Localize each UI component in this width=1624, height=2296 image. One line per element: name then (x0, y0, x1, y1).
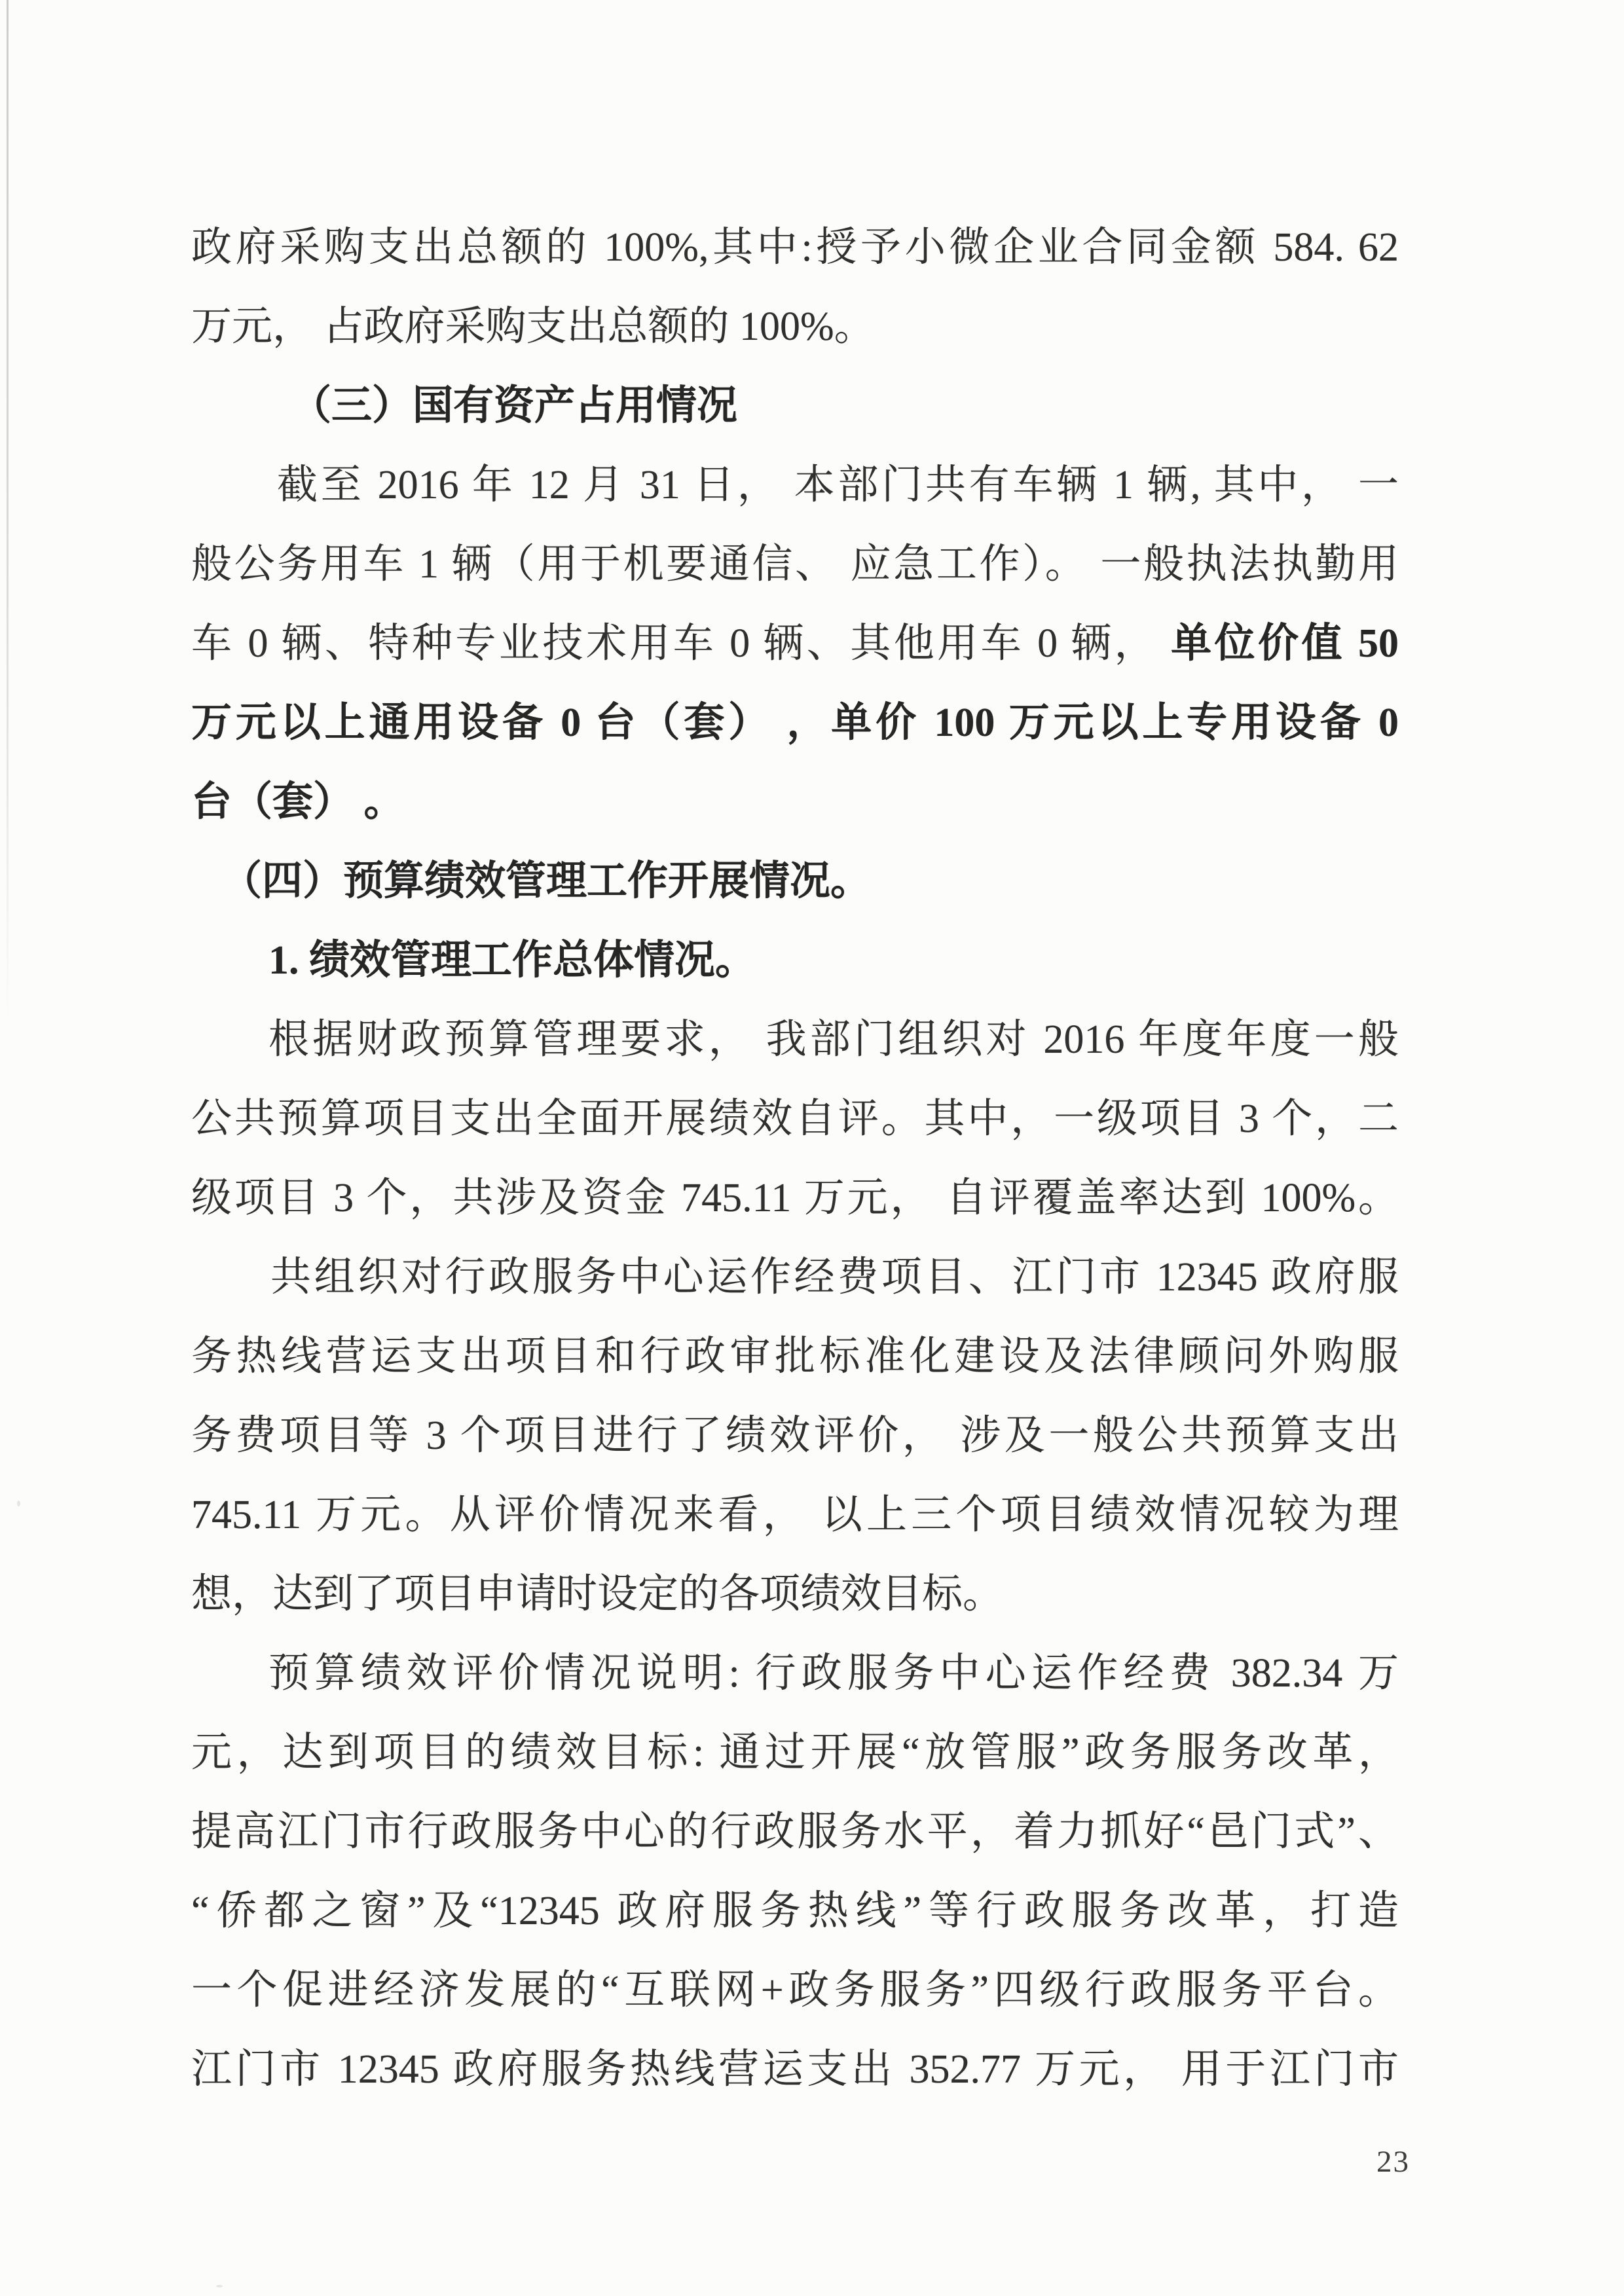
text-segment: 745.11 万元。从评价情况来看， 以上三个项目绩效情况较为理 (191, 1493, 1399, 1537)
text-segment: 务费项目等 3 个项目进行了绩效评价， 涉及一般公共预算支出 (191, 1413, 1399, 1458)
scan-artifact-speck (17, 1501, 20, 1506)
text-segment: 政府采购支出总额的 100%,其中:授予小微企业合同金额 584. 62 (191, 225, 1399, 270)
text-segment: 预算绩效评价情况说明: 行政服务中心运作经费 382.34 万 (268, 1651, 1399, 1696)
text-segment: 务热线营运支出项目和行政审批标准化建设及法律顾问外购服 (191, 1334, 1399, 1379)
text-segment: 万元， 占政府采购支出总额的 100%。 (191, 304, 875, 349)
body-line (191, 287, 1399, 367)
body-line (191, 2030, 1399, 2109)
section-heading (191, 921, 1399, 1000)
body-line (191, 1396, 1399, 1476)
body-line (191, 1476, 1399, 1555)
body-line (191, 446, 1399, 525)
text-segment: 提高江门市行政服务中心的行政服务水平，着力抓好“邑门式”、 (191, 1810, 1399, 1854)
bold-text-segment: （四）预算绩效管理工作开展情况。 (221, 859, 872, 903)
body-line (191, 208, 1399, 287)
bold-text-segment: （三）国有资产占用情况 (291, 384, 738, 428)
body-line (191, 604, 1399, 683)
document-body (191, 208, 1399, 2109)
text-segment: 级项目 3 个，共涉及资金 745.11 万元， 自评覆盖率达到 100%。 (191, 1176, 1399, 1220)
text-segment: 根据财政预算管理要求， 我部门组织对 2016 年度年度一般 (268, 1017, 1399, 1062)
body-line (191, 1634, 1399, 1713)
text-segment: 般公务用车 1 辆（用于机要通信、 应急工作）。 一般执法执勤用 (191, 542, 1399, 587)
body-line (191, 1238, 1399, 1317)
text-segment: 想，达到了项目申请时设定的各项绩效目标。 (191, 1572, 1004, 1616)
text-segment: 车 0 辆、特种专业技术用车 0 辆、其他用车 0 辆， (191, 621, 1172, 666)
section-heading (191, 842, 1399, 921)
section-heading (191, 367, 1399, 446)
body-line (191, 1159, 1399, 1238)
body-line (191, 1000, 1399, 1080)
bold-text-segment: 单位价值 50 (1171, 621, 1399, 666)
body-line (191, 1951, 1399, 2030)
text-segment: 共组织对行政服务中心运作经费项目、江门市 12345 政府服 (270, 1255, 1399, 1300)
body-line (191, 1555, 1399, 1634)
page-number: 23 (1376, 2145, 1410, 2179)
body-line (191, 683, 1399, 763)
text-segment: 截至 2016 年 12 月 31 日， 本部门共有车辆 1 辆, 其中， 一 (277, 463, 1399, 507)
bold-text-segment: 1. 绩效管理工作总体情况。 (268, 938, 756, 983)
body-line (191, 1872, 1399, 1951)
bold-text-segment: 台（套） 。 (191, 780, 405, 824)
text-segment: 元，达到项目的绩效目标: 通过开展“放管服”政务服务改革， (191, 1730, 1399, 1775)
text-segment: “侨都之窗”及“12345 政府服务热线”等行政服务改革，打造 (191, 1889, 1399, 1933)
body-line (191, 763, 1399, 842)
text-segment: 一个促进经济发展的“互联网+政务服务”四级行政服务平台。 (191, 1968, 1399, 2013)
text-segment: 公共预算项目支出全面开展绩效自评。其中，一级项目 3 个，二 (191, 1097, 1399, 1141)
body-line (191, 1793, 1399, 1872)
scan-artifact-line (7, 0, 9, 1021)
bold-text-segment: 万元以上通用设备 0 台（套） ，单价 100 万元以上专用设备 0 (191, 701, 1399, 745)
body-line (191, 525, 1399, 604)
text-segment: 江门市 12345 政府服务热线营运支出 352.77 万元， 用于江门市 (191, 2047, 1399, 2092)
body-line (191, 1317, 1399, 1396)
body-line (191, 1080, 1399, 1159)
scan-artifact-speck (216, 2285, 223, 2287)
body-line (191, 1713, 1399, 1793)
